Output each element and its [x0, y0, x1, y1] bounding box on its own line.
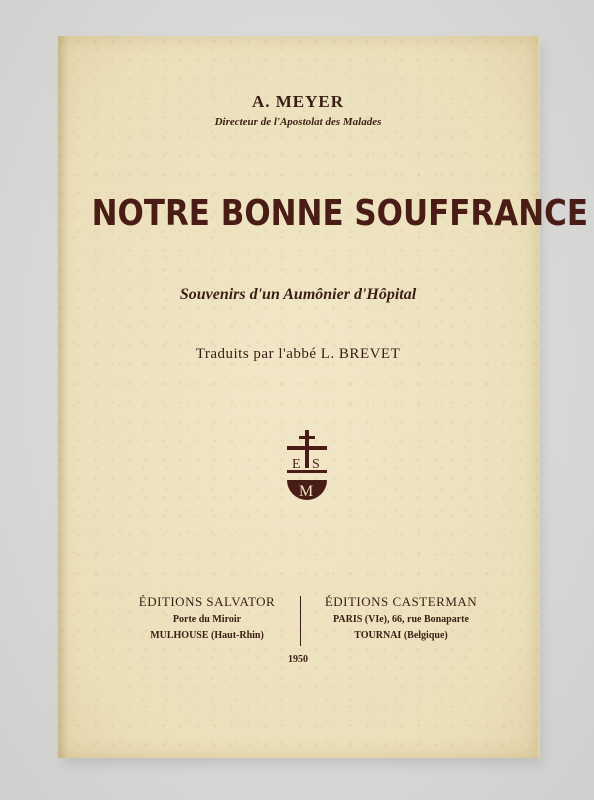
emblem-letter-m: M [299, 483, 314, 500]
book-subtitle: Souvenirs d'un Aumônier d'Hôpital [179, 286, 417, 303]
publisher-right-address: PARIS (VIe), 66, rue Bonaparte [333, 614, 469, 625]
publisher-left-address: Porte du Miroir [172, 614, 242, 625]
publisher-left-name: ÉDITIONS SALVATOR [138, 594, 276, 609]
publication-year: 1950 [288, 654, 308, 665]
emblem-letter-e: E [292, 457, 301, 472]
book-cover [58, 36, 589, 758]
book-spine-edge [58, 36, 68, 758]
publisher-left-city: MULHOUSE (Haut-Rhin) [150, 630, 264, 641]
publisher-right-name: ÉDITIONS CASTERMAN [324, 594, 478, 609]
cross-monogram-icon [283, 430, 331, 504]
publisher-right-city: TOURNAI (Belgique) [354, 630, 448, 641]
author-role: Directeur de l'Apostolat des Malades [214, 116, 382, 128]
translator-credit: Traduits par l'abbé L. BREVET [195, 346, 401, 362]
book-title: NOTRE BONNE SOUFFRANCE [91, 193, 589, 234]
publisher-divider [300, 596, 301, 646]
author-name: A. MEYER [251, 92, 345, 111]
emblem-letter-s: S [312, 457, 320, 472]
